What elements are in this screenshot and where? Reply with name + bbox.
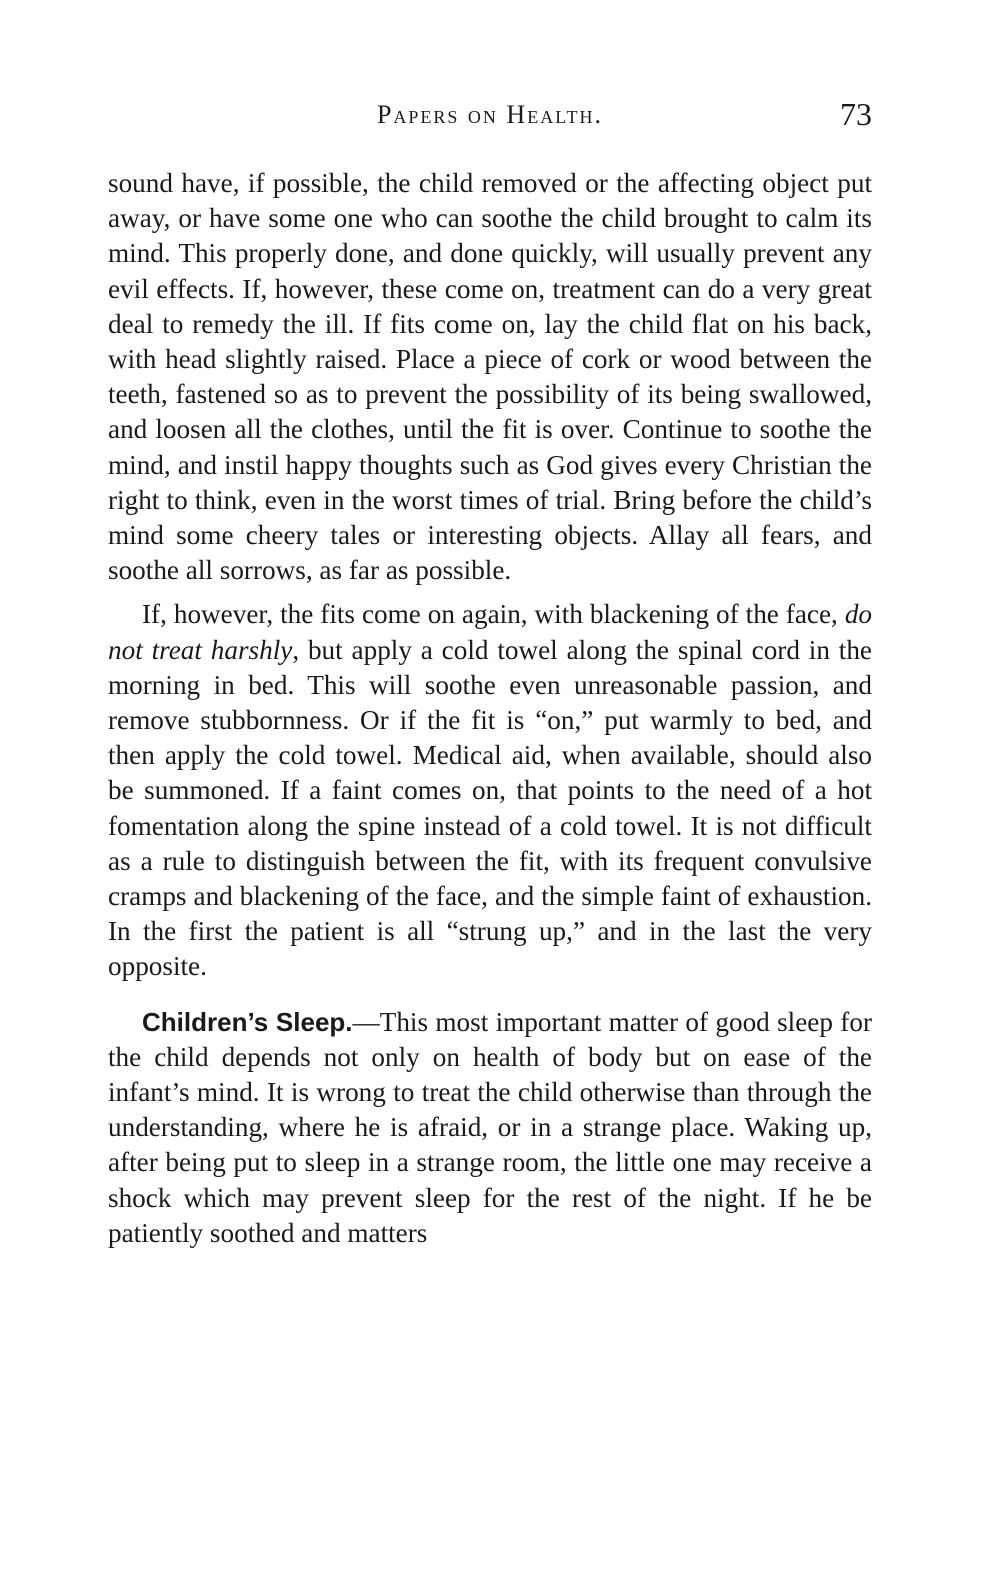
running-title: Papers on Health. — [376, 100, 604, 129]
page-number: 73 — [840, 96, 872, 132]
paragraph-childrens-sleep — [108, 1005, 872, 1251]
paragraph-text-end: , but apply a cold towel along the spinal cord in the morning in bed. This will soothe even unreasonable passion, and remove stubbornness. Or if the fit is “on,” put warmly to bed, and then apply the cold towel. Medical aid, when available, should also be summoned. If a faint comes on, that points to the need of a hot fomentation along the spine instead of a cold towel. It is not difficult as a rule to distinguish between the fit, with its frequent convulsive cramps and blackening of the face, and the simple faint of exhaustion. In the first the patient is all “strung up,” and in the last the very opposite. — [108, 634, 872, 982]
paragraph-continuation — [108, 166, 872, 588]
body-text — [108, 166, 872, 1251]
paragraph-text: —This most important matter of good sleep for the child depends not only on health of body but on ease of the infant’s mind. It is wrong to treat the child otherwise than through the understanding, where he is afraid, or in a strange place. Waking up, after being put to sleep in a strange room, the little one may receive a shock which may prevent sleep for the rest of the night. If he be patiently soothed and matters — [108, 1006, 873, 1248]
paragraph-text-start: If, however, the fits come on again, with blackening of the face, — [142, 599, 845, 630]
paragraph-text: sound have, if possible, the child removed or the affecting object put away, or have some one who can soothe the child brought to calm its mind. This properly done, and done quickly, will usually prevent any evil effects. If, however, these come on, treatment can do a very great deal to remedy the ill. If fits come on, lay the child flat on his back, with head slightly raised. Place a piece of cork or wood between the teeth, fastened so as to prevent the possibility of its being swallowed, and loosen all the clothes, until the fit is over. Continue to soothe the mind, and instil happy thoughts such as God gives every Christian the right to think, even in the worst times of trial. Bring before the child’s mind some cheery tales or interesting objects. Allay all fears, and soothe all sorrows, as far as possible. — [108, 168, 872, 586]
running-header — [108, 94, 872, 144]
emphasis-text: do not treat harshly — [108, 599, 872, 665]
paragraph-fits — [108, 597, 872, 984]
section-heading: Children’s Sleep. — [142, 1006, 353, 1037]
